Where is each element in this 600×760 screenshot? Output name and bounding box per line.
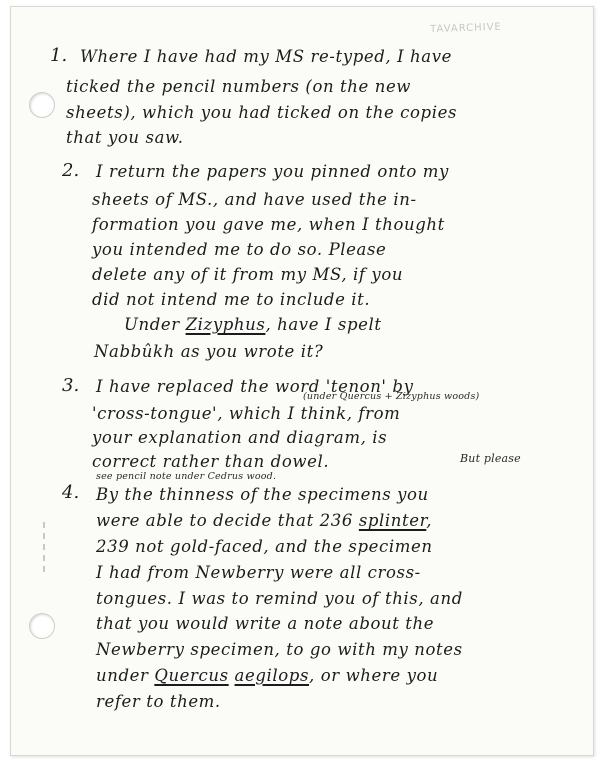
margin-mark bbox=[43, 522, 49, 572]
item-line: ticked the pencil numbers (on the new bbox=[66, 77, 412, 96]
item-line: that you saw. bbox=[66, 128, 184, 147]
item-line: you intended me to do so. Please bbox=[92, 240, 387, 259]
item-line: formation you gave me, when I thought bbox=[92, 215, 445, 234]
item-line: 239 not gold-faced, and the specimen bbox=[96, 537, 433, 556]
archive-stamp: TAVARCHIVE bbox=[430, 21, 502, 36]
item-line: refer to them. bbox=[96, 692, 221, 711]
item-line: I return the papers you pinned onto my bbox=[96, 162, 449, 181]
item-text: Under bbox=[124, 315, 186, 334]
item-number: 3. bbox=[62, 375, 80, 396]
item-line: delete any of it from my MS, if you bbox=[92, 265, 404, 284]
item-line: 'cross-tongue', which I think, from bbox=[92, 404, 401, 423]
item-line: your explanation and diagram, is bbox=[92, 428, 388, 447]
item-number: 2. bbox=[62, 160, 80, 181]
item-line: did not intend me to include it. bbox=[92, 290, 371, 309]
item-text: were able to decide that 236 bbox=[96, 511, 359, 530]
item-text: , or where you bbox=[309, 666, 439, 685]
punch-hole-bottom bbox=[29, 613, 55, 639]
item-line: tongues. I was to remind you of this, and bbox=[96, 589, 463, 608]
item-line bbox=[96, 511, 432, 530]
item-line bbox=[96, 666, 438, 685]
specimen-term: splinter bbox=[358, 511, 427, 530]
item-line: I have replaced the word 'tenon' by bbox=[96, 377, 414, 396]
item-number: 4. bbox=[62, 482, 80, 503]
species-name: Zizyphus bbox=[185, 315, 266, 334]
item-question-line bbox=[124, 315, 382, 334]
insert-note: But please bbox=[460, 452, 521, 465]
item-line: sheets of MS., and have used the in- bbox=[92, 190, 417, 209]
species-name: aegilops bbox=[234, 666, 310, 685]
insert-note: see pencil note under Cedrus wood. bbox=[96, 471, 277, 482]
item-line: Nabbûkh as you wrote it? bbox=[94, 342, 324, 361]
item-text: under bbox=[96, 666, 155, 685]
item-line: correct rather than dowel. bbox=[92, 452, 330, 471]
item-line: sheets), which you had ticked on the copies bbox=[66, 103, 458, 122]
item-line: I had from Newberry were all cross- bbox=[96, 563, 421, 582]
item-text: , bbox=[426, 511, 433, 530]
item-line: that you would write a note about the bbox=[96, 614, 435, 633]
item-line: By the thinness of the specimens you bbox=[96, 485, 429, 504]
item-line: Where I have had my MS re-typed, I have bbox=[80, 47, 453, 66]
item-text: , have I spelt bbox=[265, 315, 382, 334]
item-line: Newberry specimen, to go with my notes bbox=[96, 640, 463, 659]
item-number: 1. bbox=[50, 45, 68, 66]
punch-hole-top bbox=[29, 92, 55, 118]
insert-note: (under Quercus + Zizyphus woods) bbox=[303, 391, 480, 402]
species-name: Quercus bbox=[154, 666, 229, 685]
